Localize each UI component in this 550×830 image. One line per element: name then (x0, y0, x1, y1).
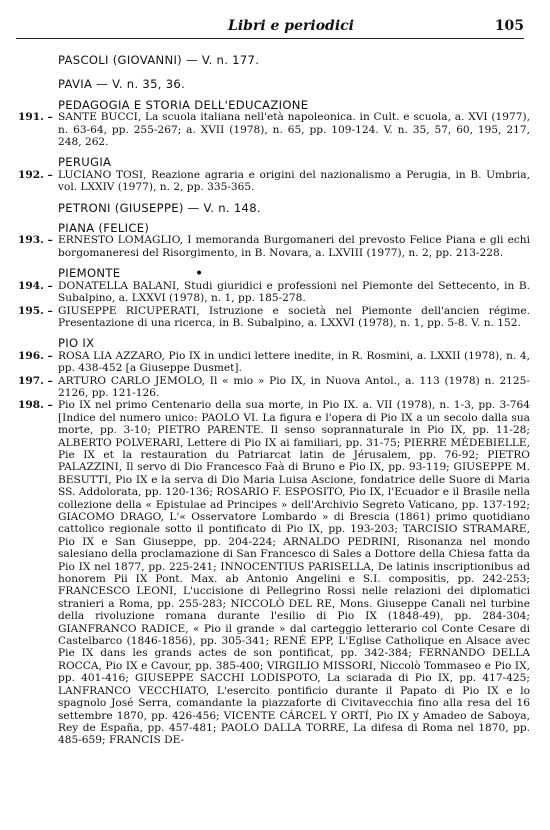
running-title: Libri e periodici (228, 18, 354, 34)
entry-text: SANTE BUCCI, La scuola italiana nell'età napoleonica. in Cult. e scuola, a. XVI (1977), n. 63-64, pp. 255-267; a. XVII (1978), n. 65, pp. 109-124. V. n. 35, 57, 60, 195, 217, 248, 262. (58, 111, 530, 149)
entry-191 (18, 111, 530, 149)
heading-pio: PIO IX (58, 336, 95, 351)
entry-text: DONATELLA BALANI, Studi giuridici e professioni nel Piemonte del Settecento, in B. Subalpino, a. LXXVI (1978), n. 1, pp. 185-278. (58, 279, 530, 305)
entry-number: 198. – (18, 399, 53, 412)
heading-perugia: PERUGIA (58, 155, 112, 170)
heading-pascoli: PASCOLI (GIOVANNI) — V. n. 177. (58, 53, 260, 67)
entry-number: 193. – (18, 234, 53, 247)
entry-193 (18, 234, 530, 259)
entry-number: 194. – (18, 279, 53, 292)
heading-petroni: PETRONI (GIUSEPPE) — V. n. 148. (58, 200, 261, 215)
heading-piemonte: PIEMONTE • (58, 266, 204, 281)
entry-number: 192. – (18, 168, 53, 181)
stray-mark-icon: • (195, 266, 204, 281)
entry-number: 197. – (18, 374, 53, 387)
entry-192 (18, 168, 530, 194)
entry-text: GIUSEPPE RICUPERATI, Istruzione e società nel Piemonte dell'ancien régime. Presentazione di una ricerca, in B. Subalpino, a. LXXVI (1978), n. 1, pp. 5-8. V. n. 152. (58, 304, 530, 329)
entry-196 (18, 349, 530, 375)
entry-194 (18, 279, 530, 305)
header-rule (16, 38, 524, 39)
entry-number: 195. – (18, 304, 53, 317)
page-header (16, 18, 524, 38)
heading-pedagogia: PEDAGOGIA E STORIA DELL'EDUCAZIONE (58, 97, 309, 112)
entry-number: 196. – (18, 349, 53, 362)
entry-number: 191. – (18, 111, 53, 124)
entry-text: Pio IX nel primo Centenario della sua morte, in Pio IX. a. VII (1978), n. 1-3, pp. 3-764 [Indice del numero unico: PAOLO VI. La figura e l'opera di Pio IX a un secolo dalla sua morte, pp. 3-10; PIETRO PARENTE. Il senso soprannaturale in Pio IX, pp. 11-28; ALBERTO POLVERARI, Lettere di Pio IX ai familiari, pp. 31-75; PIERRE MÉDEBIELLE, Pie IX et la restauration du Patriarcat latin de Jérusalem, pp. 76-92; PIETRO PALAZZINI, Il servo di Dio Francesco Faà di Bruno e Pio IX, pp. 93-119; GIUSEPPE M. BESUTTI, Pio IX e la serva di Dio Maria Luisa Ascione, fondatrice delle Suore di Maria SS. Addolorata, pp. 120-136; ROSARIO F. ESPOSITO, Pio IX, l'Ecuador e il Brasile nella collezione della « Epistulae ad Principes » dell'Archivio Segreto Vaticano, pp. 137-192; GIACOMO DRAGO, L'« Osservatore Lombardo » di Brescia (1861) primo quotidiano cattolico regionale sotto il pontificato di Pio IX, pp. 193-203; TARCISIO STRAMARE, Pio IX e San Giuseppe, pp. 204-224; ARNALDO PEDRINI, Risonanza nel mondo salesiano della proclamazione di San Francesco di Sales a Dottore della Chiesa fatta da Pio IX nel 1877, pp. 225-241; INNOCENTIUS PARISELLA, De latinis inscriptionibus ad honorem Pii IX Pont. Max. ab Antonio Angelini e S.I. compositis, pp. 242-253; FRANCESCO LEONI, L'uccisione di Pellegrino Rossi nelle relazioni dei diplomatici stranieri a Roma, pp. 255-283; NICCOLÒ DEL RE, Mons. Giuseppe Canali nel turbine della rivoluzione romana durante l'esilio di Pio IX (1848-49), pp. 284-304; GIANFRANCO RADICE, « Pio il grande » dal carteggio letterario col Conte Cesare di Castelbarco (1846-1856), pp. 305-341; RENÉ EPP, L'Eglise Catholique en Alsace avec Pie IX dans les grands actes de son pontificat, pp. 342-384; FERNANDO DELLA ROCCA, Pio IX e Cavour, pp. 385-400; VIRGILIO MISSORI, Niccolò Tommaseo e Pio IX, pp. 401-416; GIUSEPPE SACCHI LODISPOTO, La sciarada di Pio IX, pp. 417-425; LANFRANCO VECCHIATO, L'esercito pontificio durante il Papato di Pio IX e lo spagnolo José Serra, comandante la piazzaforte di Civitavecchia fino alla resa del 16 settembre 1870, pp. 426-456; VICENTE CÁRCEL Y ORTÍ, Pio IX y Amadeo de Saboya, Rey de España, pp. 457-481; PAOLO DALLA TORRE, La difesa di Roma nel 1870, pp. 485-659; FRANCIS DE- (58, 399, 530, 747)
page-number: 105 (494, 18, 524, 34)
entry-text: ERNESTO LOMAGLIO, I memoranda Burgomaneri del prevosto Felice Piana e gli echi borgomaneresi del Risorgimento, in B. Novara, a. LXVIII (1977), n. 2, pp. 213-228. (58, 234, 530, 259)
heading-piana: PIANA (FELICE) (58, 221, 150, 236)
heading-pavia: PAVIA — V. n. 35, 36. (58, 77, 186, 92)
entry-text: ROSA LIA AZZARO, Pio IX in undici lettere inedite, in R. Rosmini, a. LXXII (1978), n. 4, pp. 438-452 [a Giuseppe Dusmet]. (58, 349, 530, 375)
entry-text: LUCIANO TOSI, Reazione agraria e origini del nazionalismo a Perugia, in B. Umbria, vol. LXXIV (1977), n. 2, pp. 335-365. (58, 168, 530, 194)
entry-197 (18, 374, 530, 400)
entry-195 (18, 304, 530, 330)
page-content (0, 54, 530, 747)
entry-text: ARTURO CARLO JEMOLO, Il « mio » Pio IX, in Nuova Antol., a. 113 (1978) n. 2125-2126, pp. 121-126. (58, 374, 530, 399)
entry-198 (18, 399, 530, 747)
